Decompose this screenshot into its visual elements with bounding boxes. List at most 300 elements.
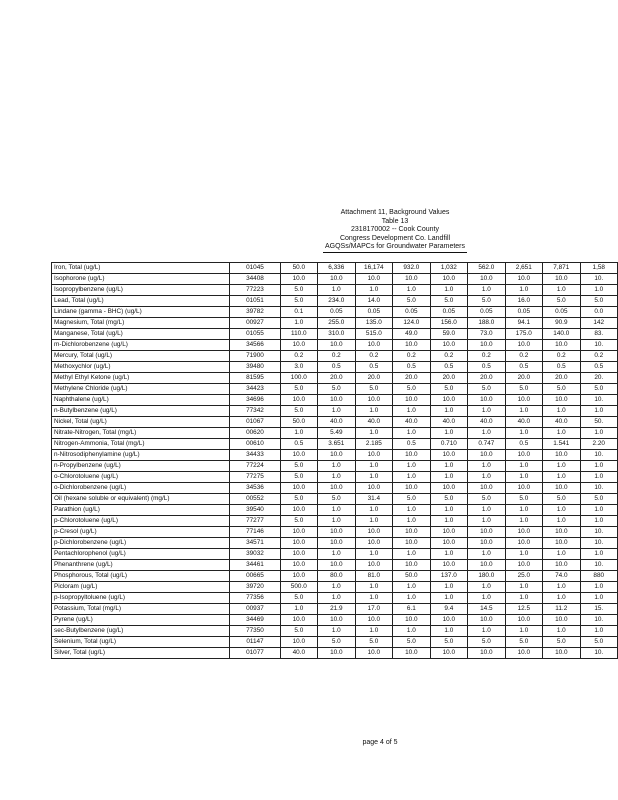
value-cell: 1.0 (543, 285, 580, 296)
value-cell: 49.0 (393, 329, 430, 340)
value-cell: 1.0 (580, 285, 617, 296)
value-cell: 1.0 (468, 428, 505, 439)
table-row (52, 373, 618, 384)
value-cell: 310.0 (318, 329, 355, 340)
value-cell: 932.0 (393, 263, 430, 274)
value-cell: 10.0 (280, 527, 317, 538)
value-cell: 1.0 (393, 505, 430, 516)
value-cell: 1.0 (280, 428, 317, 439)
value-cell: 1.0 (355, 428, 393, 439)
table-row (52, 296, 618, 307)
value-cell: 10.0 (355, 340, 393, 351)
parameter-name: p-Chlorotoluene (ug/L) (52, 516, 230, 527)
parameter-code: 77275 (230, 472, 280, 483)
value-cell: 20.0 (393, 373, 430, 384)
background-values-table (51, 262, 618, 659)
value-cell: 10.0 (468, 560, 505, 571)
parameter-code: 01051 (230, 296, 280, 307)
value-cell: 5.0 (393, 494, 430, 505)
value-cell: 0.0 (580, 307, 617, 318)
table-row (52, 560, 618, 571)
table-subtitle: AGQSs/MAPCs for Groundwater Parameters (323, 243, 467, 253)
value-cell: 10.0 (318, 450, 355, 461)
value-cell: 5.0 (580, 384, 617, 395)
value-cell: 10.0 (355, 560, 393, 571)
value-cell: 5.0 (280, 285, 317, 296)
value-cell: 0.05 (393, 307, 430, 318)
value-cell: 10.0 (280, 538, 317, 549)
value-cell: 1.0 (393, 285, 430, 296)
value-cell: 0.05 (318, 307, 355, 318)
parameter-code: 77223 (230, 285, 280, 296)
value-cell: 0.2 (543, 351, 580, 362)
value-cell: 1.0 (505, 593, 542, 604)
table-row (52, 527, 618, 538)
value-cell: 0.05 (355, 307, 393, 318)
value-cell: 1.0 (468, 626, 505, 637)
value-cell: 880 (580, 571, 617, 582)
value-cell: 10.0 (430, 395, 467, 406)
value-cell: 1.0 (468, 461, 505, 472)
value-cell: 0.1 (280, 307, 317, 318)
value-cell: 0.2 (580, 351, 617, 362)
value-cell: 10.0 (318, 527, 355, 538)
value-cell: 10. (580, 615, 617, 626)
value-cell: 9.4 (430, 604, 467, 615)
value-cell: 1.0 (505, 505, 542, 516)
value-cell: 1.0 (580, 626, 617, 637)
parameter-code: 34469 (230, 615, 280, 626)
value-cell: 59.0 (430, 329, 467, 340)
value-cell: 124.0 (393, 318, 430, 329)
value-cell: 10.0 (280, 395, 317, 406)
value-cell: 10. (580, 527, 617, 538)
value-cell: 5.0 (393, 384, 430, 395)
value-cell: 5.0 (280, 593, 317, 604)
value-cell: 14.5 (468, 604, 505, 615)
value-cell: 5.49 (318, 428, 355, 439)
table-row (52, 494, 618, 505)
value-cell: 20.0 (318, 373, 355, 384)
parameter-name: Methyl Ethyl Ketone (ug/L) (52, 373, 230, 384)
value-cell: 10.0 (355, 395, 393, 406)
value-cell: 10.0 (280, 615, 317, 626)
table-row (52, 604, 618, 615)
table-row (52, 461, 618, 472)
value-cell: 1.0 (468, 406, 505, 417)
value-cell: 1.0 (468, 516, 505, 527)
value-cell: 1.0 (543, 516, 580, 527)
value-cell: 1.0 (580, 406, 617, 417)
value-cell: 1.0 (543, 428, 580, 439)
table-row (52, 483, 618, 494)
value-cell: 10.0 (393, 648, 430, 659)
table-row (52, 637, 618, 648)
parameter-code: 34571 (230, 538, 280, 549)
value-cell: 10.0 (393, 527, 430, 538)
value-cell: 1.0 (430, 406, 467, 417)
value-cell: 1.0 (393, 516, 430, 527)
value-cell: 1.0 (543, 461, 580, 472)
value-cell: 10.0 (543, 615, 580, 626)
value-cell: 1.0 (318, 582, 355, 593)
value-cell: 1.0 (430, 549, 467, 560)
value-cell: 10.0 (543, 274, 580, 285)
value-cell: 1.0 (580, 593, 617, 604)
value-cell: 1.0 (430, 505, 467, 516)
value-cell: 175.0 (505, 329, 542, 340)
value-cell: 1.0 (430, 582, 467, 593)
value-cell: 10.0 (543, 450, 580, 461)
parameter-code: 77224 (230, 461, 280, 472)
table-row (52, 538, 618, 549)
value-cell: 10.0 (505, 483, 542, 494)
value-cell: 5.0 (280, 494, 317, 505)
value-cell: 5.0 (318, 494, 355, 505)
value-cell: 74.0 (543, 571, 580, 582)
table-row (52, 384, 618, 395)
attachment-title: Attachment 11, Background Values (340, 209, 450, 216)
value-cell: 10.0 (505, 274, 542, 285)
table-row (52, 329, 618, 340)
value-cell: 140.0 (543, 329, 580, 340)
value-cell: 10.0 (318, 615, 355, 626)
parameter-name: Picloram (ug/L) (52, 582, 230, 593)
value-cell: 50.0 (393, 571, 430, 582)
value-cell: 10.0 (505, 450, 542, 461)
value-cell: 562.0 (468, 263, 505, 274)
value-cell: 80.0 (318, 571, 355, 582)
value-cell: 10.0 (543, 340, 580, 351)
value-cell: 17.0 (355, 604, 393, 615)
value-cell: 90.9 (543, 318, 580, 329)
value-cell: 81.0 (355, 571, 393, 582)
parameter-name: Silver, Total (ug/L) (52, 648, 230, 659)
value-cell: 1.0 (505, 472, 542, 483)
parameter-name: Mercury, Total (ug/L) (52, 351, 230, 362)
value-cell: 1.0 (430, 626, 467, 637)
table-row (52, 406, 618, 417)
value-cell: 0.2 (468, 351, 505, 362)
value-cell: 1.0 (355, 406, 393, 417)
value-cell: 5.0 (430, 384, 467, 395)
parameter-name: Selenium, Total (ug/L) (52, 637, 230, 648)
parameter-name: Oil (hexane soluble or equivalent) (mg/L) (52, 494, 230, 505)
value-cell: 1.0 (355, 516, 393, 527)
value-cell: 110.0 (280, 329, 317, 340)
value-cell: 1.0 (393, 461, 430, 472)
value-cell: 5.0 (580, 494, 617, 505)
value-cell: 20.0 (468, 373, 505, 384)
value-cell: 0.5 (505, 439, 542, 450)
table-row (52, 307, 618, 318)
value-cell: 5.0 (355, 384, 393, 395)
site-id: 2318170002 -- Cook County (351, 226, 439, 234)
value-cell: 1.0 (393, 428, 430, 439)
value-cell: 40.0 (393, 417, 430, 428)
value-cell: 10.0 (393, 340, 430, 351)
parameter-name: Lindane (gamma - BHC) (ug/L) (52, 307, 230, 318)
value-cell: 10.0 (393, 483, 430, 494)
site-name: Congress Development Co. Landfill (339, 234, 451, 242)
parameter-name: o-Dichlorobenzene (ug/L) (52, 483, 230, 494)
value-cell: 5.0 (543, 296, 580, 307)
value-cell: 10.0 (543, 648, 580, 659)
value-cell: 1.0 (355, 461, 393, 472)
value-cell: 10.0 (468, 483, 505, 494)
parameter-name: Magnesium, Total (mg/L) (52, 318, 230, 329)
value-cell: 10.0 (505, 615, 542, 626)
parameter-name: Isophorone (ug/L) (52, 274, 230, 285)
value-cell: 5.0 (543, 637, 580, 648)
value-cell: 10. (580, 538, 617, 549)
value-cell: 0.2 (355, 351, 393, 362)
table-row (52, 450, 618, 461)
value-cell: 1.0 (505, 582, 542, 593)
value-cell: 7,871 (543, 263, 580, 274)
value-cell: 0.5 (580, 362, 617, 373)
value-cell: 10.0 (430, 450, 467, 461)
parameter-name: n-Nitrosodiphenylamine (ug/L) (52, 450, 230, 461)
value-cell: 142 (580, 318, 617, 329)
value-cell: 1.0 (505, 626, 542, 637)
parameter-code: 71900 (230, 351, 280, 362)
value-cell: 10.0 (318, 395, 355, 406)
value-cell: 10.0 (505, 538, 542, 549)
value-cell: 73.0 (468, 329, 505, 340)
value-cell: 10.0 (318, 483, 355, 494)
value-cell: 10.0 (505, 648, 542, 659)
value-cell: 100.0 (280, 373, 317, 384)
value-cell: 10.0 (468, 615, 505, 626)
parameter-name: o-Chlorotoluene (ug/L) (52, 472, 230, 483)
value-cell: 1.0 (468, 549, 505, 560)
value-cell: 1.0 (318, 626, 355, 637)
value-cell: 0.05 (505, 307, 542, 318)
value-cell: 10.0 (468, 538, 505, 549)
value-cell: 5.0 (355, 637, 393, 648)
parameter-name: Parathion (ug/L) (52, 505, 230, 516)
value-cell: 1.0 (318, 549, 355, 560)
value-cell: 0.2 (430, 351, 467, 362)
value-cell: 0.05 (468, 307, 505, 318)
table-row (52, 439, 618, 450)
parameter-name: p-Isopropyltoluene (ug/L) (52, 593, 230, 604)
value-cell: 1.0 (543, 406, 580, 417)
value-cell: 515.0 (355, 329, 393, 340)
value-cell: 135.0 (355, 318, 393, 329)
table-row (52, 582, 618, 593)
value-cell: 5.0 (505, 384, 542, 395)
value-cell: 21.9 (318, 604, 355, 615)
value-cell: 50. (580, 417, 617, 428)
value-cell: 5.0 (505, 494, 542, 505)
value-cell: 1.0 (543, 505, 580, 516)
value-cell: 1.0 (393, 472, 430, 483)
value-cell: 1.0 (580, 516, 617, 527)
parameter-code: 34536 (230, 483, 280, 494)
table-row (52, 318, 618, 329)
value-cell: 10.0 (280, 560, 317, 571)
value-cell: 2,651 (505, 263, 542, 274)
value-cell: 3.0 (280, 362, 317, 373)
value-cell: 0.5 (318, 362, 355, 373)
value-cell: 1.0 (505, 285, 542, 296)
value-cell: 1.0 (280, 318, 317, 329)
value-cell: 0.5 (393, 439, 430, 450)
value-cell: 10.0 (543, 560, 580, 571)
value-cell: 0.5 (355, 362, 393, 373)
parameter-code: 77350 (230, 626, 280, 637)
value-cell: 1.0 (318, 505, 355, 516)
value-cell: 40.0 (543, 417, 580, 428)
parameter-code: 00620 (230, 428, 280, 439)
value-cell: 1.0 (393, 626, 430, 637)
value-cell: 10.0 (280, 274, 317, 285)
value-cell: 5.0 (430, 494, 467, 505)
parameter-code: 01067 (230, 417, 280, 428)
value-cell: 10. (580, 648, 617, 659)
value-cell: 40.0 (430, 417, 467, 428)
parameter-code: 34423 (230, 384, 280, 395)
value-cell: 1.0 (318, 593, 355, 604)
value-cell: 1.0 (318, 285, 355, 296)
value-cell: 10.0 (393, 560, 430, 571)
parameter-name: n-Propylbenzene (ug/L) (52, 461, 230, 472)
value-cell: 10.0 (318, 560, 355, 571)
value-cell: 16,174 (355, 263, 393, 274)
parameter-code: 34433 (230, 450, 280, 461)
value-cell: 10.0 (355, 483, 393, 494)
value-cell: 1.0 (543, 582, 580, 593)
table-row (52, 549, 618, 560)
value-cell: 255.0 (318, 318, 355, 329)
value-cell: 234.0 (318, 296, 355, 307)
value-cell: 11.2 (543, 604, 580, 615)
value-cell: 10.0 (318, 538, 355, 549)
parameter-code: 00927 (230, 318, 280, 329)
value-cell: 10.0 (393, 395, 430, 406)
value-cell: 10.0 (543, 483, 580, 494)
value-cell: 1,58 (580, 263, 617, 274)
value-cell: 10.0 (318, 274, 355, 285)
value-cell: 1.0 (580, 461, 617, 472)
table-row (52, 648, 618, 659)
value-cell: 1.0 (430, 285, 467, 296)
table-row (52, 428, 618, 439)
value-cell: 1.0 (355, 593, 393, 604)
value-cell: 188.0 (468, 318, 505, 329)
parameter-code: 00552 (230, 494, 280, 505)
value-cell: 10.0 (543, 538, 580, 549)
value-cell: 1.0 (580, 428, 617, 439)
parameter-code: 77277 (230, 516, 280, 527)
value-cell: 5.0 (580, 296, 617, 307)
parameter-code: 39032 (230, 549, 280, 560)
value-cell: 1.0 (580, 505, 617, 516)
value-cell: 50.0 (280, 417, 317, 428)
parameter-code: 39782 (230, 307, 280, 318)
value-cell: 20.0 (430, 373, 467, 384)
parameter-code: 34408 (230, 274, 280, 285)
parameter-name: Methoxychlor (ug/L) (52, 362, 230, 373)
value-cell: 0.5 (430, 362, 467, 373)
value-cell: 1.0 (393, 582, 430, 593)
value-cell: 5.0 (468, 384, 505, 395)
value-cell: 5.0 (318, 384, 355, 395)
parameter-name: Lead, Total (ug/L) (52, 296, 230, 307)
parameter-name: sec-Butylbenzene (ug/L) (52, 626, 230, 637)
value-cell: 1.0 (355, 549, 393, 560)
parameter-code: 77356 (230, 593, 280, 604)
value-cell: 10.0 (318, 340, 355, 351)
value-cell: 1.0 (393, 593, 430, 604)
value-cell: 10.0 (430, 340, 467, 351)
value-cell: 5.0 (280, 461, 317, 472)
table-row (52, 571, 618, 582)
value-cell: 5.0 (393, 296, 430, 307)
value-cell: 5.0 (468, 296, 505, 307)
value-cell: 20.0 (355, 373, 393, 384)
value-cell: 10. (580, 560, 617, 571)
value-cell: 14.0 (355, 296, 393, 307)
value-cell: 25.0 (505, 571, 542, 582)
value-cell: 6,336 (318, 263, 355, 274)
parameter-code: 34566 (230, 340, 280, 351)
value-cell: 20.0 (505, 373, 542, 384)
parameter-code: 01147 (230, 637, 280, 648)
value-cell: 5.0 (430, 296, 467, 307)
value-cell: 1.0 (468, 505, 505, 516)
parameter-code: 39480 (230, 362, 280, 373)
value-cell: 5.0 (543, 494, 580, 505)
value-cell: 10.0 (280, 483, 317, 494)
value-cell: 10.0 (280, 450, 317, 461)
value-cell: 10.0 (430, 615, 467, 626)
parameter-code: 01055 (230, 329, 280, 340)
value-cell: 20.0 (543, 373, 580, 384)
parameter-code: 00937 (230, 604, 280, 615)
value-cell: 1.0 (318, 472, 355, 483)
value-cell: 1.541 (543, 439, 580, 450)
parameter-code: 01077 (230, 648, 280, 659)
value-cell: 1.0 (580, 549, 617, 560)
value-cell: 0.5 (393, 362, 430, 373)
value-cell: 1.0 (430, 593, 467, 604)
value-cell: 10.0 (468, 648, 505, 659)
value-cell: 10.0 (355, 538, 393, 549)
value-cell: 10. (580, 450, 617, 461)
value-cell: 10.0 (355, 274, 393, 285)
value-cell: 1.0 (468, 472, 505, 483)
value-cell: 0.05 (543, 307, 580, 318)
value-cell: 10.0 (280, 505, 317, 516)
value-cell: 10.0 (393, 615, 430, 626)
value-cell: 1.0 (355, 505, 393, 516)
value-cell: 1.0 (543, 593, 580, 604)
value-cell: 3.651 (318, 439, 355, 450)
value-cell: 1.0 (430, 428, 467, 439)
parameter-name: p-Cresol (ug/L) (52, 527, 230, 538)
parameter-name: Iron, Total (ug/L) (52, 263, 230, 274)
value-cell: 1.0 (543, 549, 580, 560)
value-cell: 1.0 (318, 406, 355, 417)
value-cell: 0.2 (393, 351, 430, 362)
parameter-name: Isopropylbenzene (ug/L) (52, 285, 230, 296)
value-cell: 1.0 (430, 472, 467, 483)
value-cell: 5.0 (318, 637, 355, 648)
table-row (52, 626, 618, 637)
